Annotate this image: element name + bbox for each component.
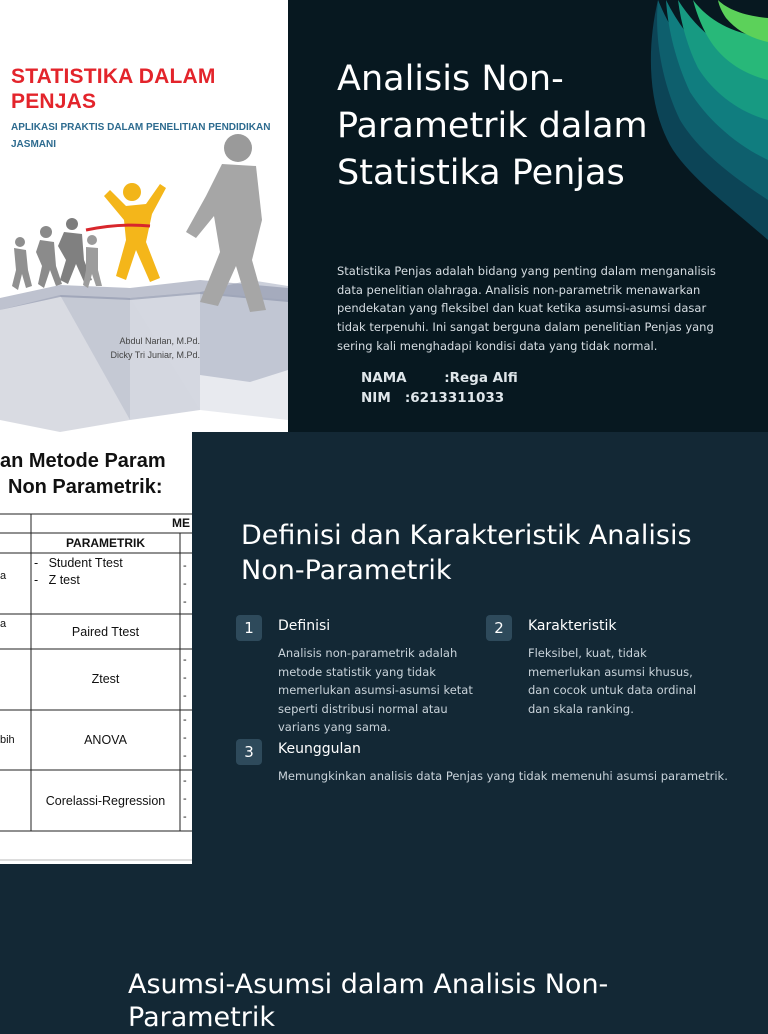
item-number-badge: 2 xyxy=(486,615,512,641)
student-name: NAMA :Rega Alfi xyxy=(361,370,518,386)
item-heading-keunggulan: Keunggulan xyxy=(278,741,361,757)
item-heading-definisi: Definisi xyxy=(278,618,331,634)
student-identity xyxy=(361,368,518,408)
item-number-badge: 3 xyxy=(236,739,262,765)
table-dash-column: - - - xyxy=(183,560,187,608)
book-cover-author2: Dicky Tri Juniar, M.Pd. xyxy=(110,350,200,360)
item-body-karakteristik: Fleksibel, kuat, tidak memerlukan asumsi khusus, dan cocok untuk data ordinal dan skala ranking. xyxy=(528,646,697,716)
table-heading-line2: Non Parametrik: xyxy=(8,476,163,498)
book-cover-title xyxy=(11,64,281,114)
table-dash-column: - - - xyxy=(183,714,187,762)
item-body-definisi: Analisis non-parametrik adalah metode statistik yang tidak memerlukan asumsi-asumsi ketat seperti distribusi normal atau varians yang sama. xyxy=(278,646,473,735)
item-heading-karakteristik: Karakteristik xyxy=(528,618,617,634)
table-cell: - Z test xyxy=(34,573,80,587)
item-number-badge: 1 xyxy=(236,615,262,641)
table-heading-line1: an Metode Param xyxy=(0,450,166,472)
table-cell: Paired Ttest xyxy=(71,625,140,639)
book-cover-subtitle-line2: JASMANI xyxy=(11,139,57,150)
table-left-cell: a xyxy=(0,570,7,582)
item-body-keunggulan: Memungkinkan analisis data Penjas yang tidak memenuhi asumsi parametrik. xyxy=(278,769,728,783)
slide2-title: Definisi dan Karakteristik Analisis Non-Parametrik xyxy=(241,520,692,586)
table-cell: - Student Ttest xyxy=(34,556,123,570)
book-cover-image xyxy=(0,0,288,432)
table-left-cell: bih xyxy=(0,734,15,746)
table-cell: ANOVA xyxy=(84,733,127,747)
table-dash-column: - - - xyxy=(183,654,187,702)
slide-title xyxy=(0,0,768,432)
runners-illustration xyxy=(0,120,288,432)
book-cover-title-line2: PENJAS xyxy=(11,90,97,113)
slide3-title: Asumsi-Asumsi dalam Analisis Non-Parametrik xyxy=(128,969,609,1033)
book-cover-subtitle-line1: APLIKASI PRAKTIS DALAM PENELITIAN PENDIDIKAN xyxy=(11,122,271,133)
table-col-parametrik: PARAMETRIK xyxy=(65,536,146,550)
book-cover-authors xyxy=(100,334,200,362)
book-cover-author1: Abdul Narlan, M.Pd. xyxy=(119,336,200,346)
table-left-cell: a xyxy=(0,618,7,630)
table-cell: Ztest xyxy=(91,672,120,686)
table-cell: Corelassi-Regression xyxy=(45,794,166,808)
table-dash-column: - - - xyxy=(183,775,187,823)
table-col-group-header: ME xyxy=(172,516,190,530)
book-cover-title-line1: STATISTIKA DALAM xyxy=(11,65,216,88)
comparison-table-image xyxy=(0,432,192,864)
slide1-title: Analisis Non-Parametrik dalam Statistika Penjas xyxy=(337,59,648,193)
slide1-description: Statistika Penjas adalah bidang yang penting dalam menganalisis data penelitian olahraga. Analisis non-parametrik menawarkan pendekatan yang fleksibel dan kuat ketika asumsi-asumsi dasar tidak terpenuhi. Ini sangat berguna dalam penelitian Penjas yang sering kali menghadapi kondisi data yang tidak normal. xyxy=(337,264,716,353)
student-nim: NIM :6213311033 xyxy=(361,390,505,406)
